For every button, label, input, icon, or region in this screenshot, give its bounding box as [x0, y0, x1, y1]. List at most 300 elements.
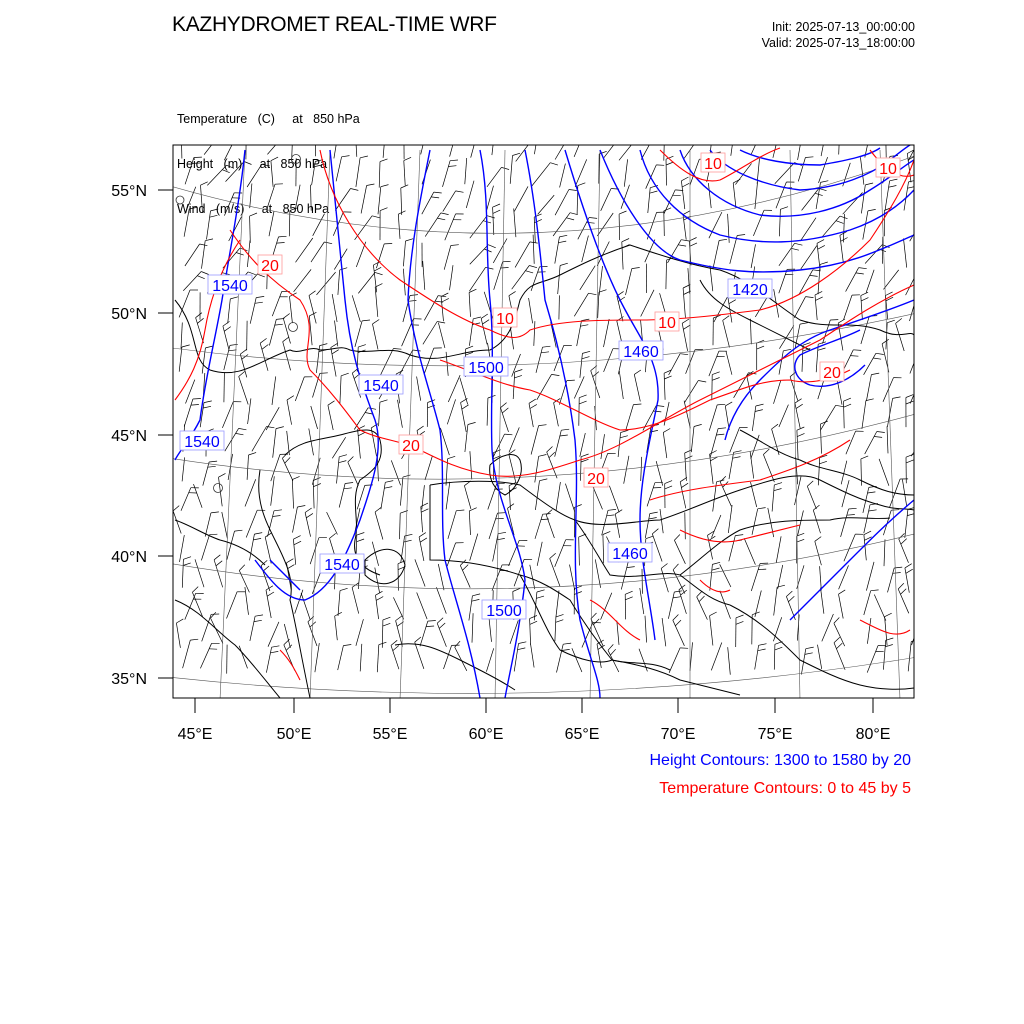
wind-barb-feather — [183, 557, 191, 560]
wind-barb-feather — [200, 244, 208, 246]
wind-barb — [816, 182, 820, 209]
wind-barb-feather — [442, 298, 449, 302]
wind-barb-feather — [865, 183, 873, 185]
wind-barb-feather — [821, 181, 829, 183]
wind-barb-feather — [683, 211, 690, 215]
temperature-contour-label: 10 — [704, 156, 722, 173]
wind-barb — [182, 559, 183, 587]
wind-barb — [773, 135, 779, 158]
wind-barb — [377, 645, 379, 673]
wind-barb-feather — [873, 358, 881, 359]
wind-barb — [751, 564, 760, 592]
lat-label: 55°N — [111, 183, 147, 200]
wind-barb-feather — [625, 597, 633, 600]
wind-barb-feather — [249, 453, 257, 456]
wind-barb-feather — [543, 346, 551, 347]
wind-barb-feather — [886, 292, 893, 296]
wind-barb-feather — [777, 139, 785, 140]
wind-barb — [448, 511, 456, 539]
wind-barb — [899, 539, 909, 563]
wind-barb — [510, 156, 512, 184]
wind-barb-feather — [410, 295, 418, 296]
wind-barb-feather — [690, 243, 697, 246]
wind-barb-feather — [885, 645, 893, 647]
wind-barb — [391, 460, 400, 485]
wind-barb — [846, 268, 859, 292]
wind-barb-feather — [533, 139, 541, 141]
wind-barb-feather — [244, 162, 251, 165]
wind-barb — [246, 510, 257, 537]
wind-barb — [398, 214, 400, 239]
wind-barb — [580, 266, 595, 290]
wind-barb — [555, 617, 556, 641]
wind-barb — [574, 376, 584, 398]
wind-barb-feather — [539, 425, 547, 426]
wind-barb — [867, 646, 878, 673]
wind-barb — [425, 213, 441, 237]
wind-barb — [685, 512, 686, 539]
wind-barb-feather — [817, 240, 824, 244]
wind-barb-feather — [193, 399, 201, 400]
wind-barb — [443, 161, 451, 187]
wind-barb-feather — [508, 504, 515, 509]
wind-barb — [864, 353, 876, 375]
wind-barb — [904, 238, 907, 267]
wind-barb-feather — [816, 297, 823, 301]
wind-barb-feather — [210, 215, 218, 217]
wind-barb-feather — [419, 533, 426, 537]
wind-barb — [572, 648, 582, 672]
wind-barb-feather — [345, 483, 353, 484]
wind-barb — [683, 215, 686, 240]
wind-barb-feather — [649, 518, 657, 520]
wind-barb — [207, 165, 226, 185]
wind-barb-feather — [493, 204, 500, 207]
wind-barb-feather — [920, 138, 928, 139]
wind-barb-feather — [338, 132, 346, 134]
wind-barb — [179, 347, 182, 372]
wind-barb-feather — [815, 291, 822, 295]
wind-barb — [339, 484, 345, 508]
wind-barb — [744, 538, 755, 564]
wind-barb-feather — [272, 646, 280, 647]
wind-barb-feather — [632, 268, 640, 269]
wind-barb — [335, 616, 338, 640]
wind-barb-feather — [255, 615, 263, 616]
wind-barb-feather — [196, 313, 202, 318]
wind-barb-feather — [448, 166, 456, 167]
height-contour-label: 1500 — [486, 603, 522, 620]
wind-barb — [779, 405, 789, 427]
wind-barb — [864, 591, 871, 615]
wind-barb-feather — [204, 401, 212, 403]
wind-barb-feather — [332, 350, 339, 354]
wind-barb — [376, 244, 384, 268]
wind-barb-feather — [293, 536, 300, 540]
wind-barb — [204, 133, 221, 155]
wind-barb — [862, 401, 866, 429]
wind-barb-feather — [906, 460, 913, 463]
wind-barb — [834, 623, 845, 646]
wind-barb-feather — [689, 238, 696, 241]
wind-barb — [438, 323, 445, 348]
wind-barb — [660, 509, 663, 533]
wind-barb — [884, 270, 899, 290]
wind-barb-feather — [836, 405, 844, 406]
wind-barb-feather — [380, 159, 388, 162]
wind-barb-feather — [734, 451, 742, 453]
wind-barb-feather — [246, 129, 254, 132]
wind-barb — [375, 512, 383, 540]
wind-barb-feather — [189, 207, 197, 209]
wind-barb — [315, 643, 319, 672]
wind-barb-feather — [775, 647, 783, 650]
wind-barb — [295, 377, 304, 401]
wind-barb-feather — [559, 235, 567, 237]
wind-barb — [224, 373, 225, 403]
wind-barb-feather — [733, 457, 741, 459]
wind-barb — [818, 645, 822, 669]
wind-barb — [861, 296, 863, 320]
wind-barb-feather — [889, 186, 897, 188]
wind-barb-feather — [539, 455, 547, 457]
wind-barb — [530, 619, 531, 645]
lon-label: 75°E — [757, 726, 793, 743]
wind-barb-feather — [664, 208, 671, 211]
wind-barb — [245, 587, 249, 615]
wind-barb — [223, 326, 229, 349]
wind-barb — [887, 426, 888, 453]
wind-barb-feather — [343, 645, 351, 646]
temperature-contour-label: 20 — [823, 365, 841, 382]
wind-barb — [604, 136, 621, 158]
wind-barb-feather — [351, 189, 359, 191]
wind-barb — [818, 458, 819, 486]
wind-barb — [222, 512, 228, 539]
lon-label: 60°E — [468, 726, 504, 743]
wind-barb-feather — [320, 373, 328, 374]
wind-barb-feather — [413, 350, 421, 351]
wind-barb — [626, 405, 634, 430]
wind-barb — [176, 623, 180, 648]
wind-barb — [327, 512, 338, 534]
wind-barb-feather — [850, 356, 858, 357]
wind-barb-feather — [211, 612, 216, 618]
wind-barb — [843, 214, 844, 243]
wind-barb-feather — [236, 253, 244, 256]
lat-label: 40°N — [111, 549, 147, 566]
wind-barb — [885, 181, 890, 210]
wind-barb-feather — [540, 479, 548, 481]
wind-barb-feather — [859, 268, 867, 269]
wind-barb-feather — [519, 642, 527, 644]
wind-barb — [800, 218, 816, 241]
wind-barb-feather — [655, 482, 663, 483]
wind-barb — [815, 541, 822, 565]
wind-barb-feather — [313, 484, 320, 487]
wind-barb — [604, 349, 613, 372]
wind-barb-feather — [885, 613, 892, 617]
wind-barb-feather — [681, 240, 689, 241]
wind-barb-feather — [404, 540, 412, 542]
wind-barb — [546, 515, 554, 538]
wind-barb — [487, 167, 501, 186]
wind-barb — [619, 214, 620, 240]
wind-barb — [801, 246, 817, 270]
wind-barb — [181, 133, 182, 159]
wind-barb-feather — [182, 345, 190, 347]
wind-barb-feather — [472, 594, 480, 596]
wind-barb-feather — [375, 507, 381, 512]
wind-barb — [912, 622, 920, 645]
wind-barb — [555, 190, 569, 216]
wind-barb — [840, 235, 843, 262]
wind-barb-feather — [807, 481, 813, 486]
wind-barb — [469, 596, 473, 621]
wind-barb-feather — [840, 216, 848, 219]
wind-barb — [415, 559, 425, 586]
wind-barb-feather — [634, 370, 641, 374]
wind-barb — [639, 649, 647, 672]
wind-barb-feather — [579, 395, 586, 398]
wind-barb-feather — [481, 314, 488, 318]
wind-barb-feather — [853, 350, 861, 351]
wind-barb-feather — [552, 374, 560, 375]
wind-barb — [560, 164, 566, 188]
wind-barb — [422, 192, 434, 214]
height-contour-label: 1540 — [363, 378, 399, 395]
wind-barb-feather — [357, 539, 365, 542]
wind-barb-feather — [791, 248, 799, 250]
wind-barb-feather — [758, 649, 766, 651]
wind-barb-feather — [664, 376, 671, 379]
wind-barb — [312, 161, 316, 185]
wind-barb — [489, 513, 498, 539]
wind-barb — [674, 540, 685, 564]
wind-barb-feather — [655, 135, 663, 136]
temperature-contour-label: 10 — [496, 311, 514, 328]
wind-barb-feather — [260, 338, 266, 343]
wind-barb-feather — [901, 589, 907, 595]
wind-barb-feather — [451, 245, 459, 246]
wind-barb — [282, 458, 293, 480]
wind-barb-feather — [673, 564, 678, 570]
wind-barb-feather — [608, 644, 613, 650]
wind-barb — [688, 268, 690, 294]
wind-barb — [773, 617, 781, 641]
wind-barb — [861, 316, 869, 344]
wind-barb-feather — [665, 481, 672, 484]
wind-barb — [271, 161, 273, 187]
wind-barb — [730, 236, 737, 264]
wind-barb-feather — [316, 124, 324, 127]
wind-barb — [332, 437, 345, 458]
wind-barb — [493, 207, 494, 235]
wind-barb — [437, 623, 446, 647]
wind-barb-feather — [562, 649, 570, 650]
wind-barb-feather — [818, 245, 825, 249]
init-time: Init: 2025-07-13_00:00:00 — [771, 20, 915, 34]
wind-barb-feather — [737, 235, 745, 236]
wind-barb — [778, 565, 783, 589]
wind-barb-feather — [262, 164, 270, 166]
wind-barb-feather — [396, 616, 402, 621]
wind-barb — [615, 514, 619, 538]
wind-barb-feather — [633, 404, 641, 405]
wind-barb — [580, 353, 583, 377]
wind-barb — [335, 321, 338, 347]
wind-barb — [185, 158, 194, 185]
wind-barb — [283, 342, 291, 371]
temperature-contour-label: 20 — [402, 438, 420, 455]
wind-barb — [819, 157, 828, 183]
wind-barb-feather — [380, 208, 387, 211]
height-legend: Height Contours: 1300 to 1580 by 20 — [649, 752, 911, 769]
wind-barb-feather — [594, 619, 600, 625]
wind-barb — [227, 592, 238, 619]
wind-barb — [399, 350, 413, 376]
wind-barb — [794, 297, 805, 318]
wind-barb-feather — [501, 268, 509, 269]
wind-barb-feather — [486, 267, 494, 269]
height-contour-label: 1540 — [184, 434, 220, 451]
wind-barb — [910, 217, 924, 241]
wind-barb-feather — [774, 483, 782, 485]
wind-barb-feather — [431, 197, 439, 198]
wind-barb-feather — [367, 184, 375, 186]
wind-barb — [580, 433, 586, 457]
height-contours — [175, 145, 914, 698]
wind-barb-feather — [457, 130, 465, 131]
wind-barb — [726, 351, 732, 375]
wind-barb-feather — [589, 218, 597, 219]
height-contour-label: 1460 — [612, 546, 648, 563]
wind-barb — [296, 238, 313, 262]
wind-barb-feather — [819, 461, 827, 464]
wind-barb-feather — [712, 568, 720, 570]
wind-barb-feather — [191, 405, 199, 406]
wind-barb — [864, 535, 866, 561]
wind-barb-feather — [891, 510, 899, 511]
wind-barb-feather — [882, 339, 889, 344]
wind-barb-feather — [815, 537, 821, 542]
wind-barb — [222, 402, 233, 428]
wind-barb-feather — [718, 428, 726, 429]
wind-barb-feather — [406, 239, 414, 241]
wind-barb — [292, 480, 293, 509]
wind-barb — [404, 161, 405, 186]
wind-barb-feather — [509, 291, 516, 295]
wind-barb — [181, 323, 182, 349]
height-contour-label: 1540 — [324, 557, 360, 574]
wind-barb-feather — [911, 640, 919, 642]
wind-barb — [666, 159, 667, 185]
wind-barb — [269, 211, 274, 236]
wind-barb — [337, 457, 340, 484]
wind-barb — [532, 163, 551, 186]
wind-barb — [776, 536, 781, 563]
wind-barb-feather — [255, 302, 263, 303]
wind-barb — [565, 484, 574, 512]
wind-barb-feather — [328, 401, 335, 405]
wind-barb-feather — [661, 564, 667, 569]
wind-barb-feather — [375, 272, 383, 274]
wind-barb-feather — [856, 273, 864, 274]
wind-barb — [729, 452, 734, 479]
wind-barb-feather — [190, 639, 198, 640]
wind-barb — [421, 127, 428, 154]
wind-barb-feather — [673, 195, 681, 196]
wind-barb — [685, 381, 699, 403]
wind-barb-feather — [372, 216, 380, 218]
wind-barb-feather — [566, 218, 574, 220]
wind-barb-feather — [678, 245, 686, 246]
wind-barb-feather — [725, 402, 732, 406]
wind-barb-feather — [197, 276, 204, 279]
wind-barb-feather — [797, 427, 804, 430]
wind-barb — [883, 510, 891, 535]
wind-barb — [624, 159, 627, 186]
wind-barb-feather — [176, 619, 183, 623]
wind-barb-feather — [579, 401, 587, 404]
wind-barb-feather — [621, 430, 629, 432]
wind-barb — [247, 455, 248, 480]
wind-barb-feather — [716, 434, 724, 435]
wind-barb-feather — [236, 433, 244, 434]
wind-barb — [398, 400, 403, 428]
wind-barb-feather — [439, 623, 445, 628]
wind-barb — [514, 209, 516, 238]
wind-barb-feather — [344, 488, 352, 489]
wind-barb-feather — [608, 509, 616, 510]
wind-barb-feather — [383, 623, 391, 626]
wind-barb-feather — [869, 510, 877, 511]
wind-barb-feather — [201, 272, 209, 275]
wind-barb-feather — [498, 532, 506, 533]
wind-barb-feather — [697, 591, 703, 597]
wind-barb — [183, 272, 201, 291]
wind-barb-feather — [666, 162, 673, 165]
wind-barb — [647, 483, 655, 507]
wind-barb — [866, 270, 874, 293]
wind-barb-feather — [183, 563, 191, 566]
wind-barb-feather — [339, 455, 347, 457]
wind-barb — [534, 217, 535, 242]
wind-barb-feather — [802, 136, 810, 138]
wind-barb — [464, 486, 471, 509]
wind-barb-feather — [582, 357, 590, 359]
wind-barb — [180, 535, 185, 562]
wind-barb — [424, 296, 438, 321]
wind-barb-feather — [277, 243, 285, 244]
wind-barb-feather — [530, 404, 537, 408]
wind-barb-feather — [563, 643, 571, 644]
wind-barb-feather — [283, 314, 289, 319]
wind-barb-feather — [374, 267, 381, 271]
wind-barb — [883, 640, 885, 669]
wind-barb — [683, 288, 685, 318]
wind-barb — [311, 185, 312, 211]
latitude-axis — [158, 190, 173, 678]
wind-barb-feather — [330, 533, 336, 538]
wind-barb-feather — [679, 585, 685, 590]
wind-barb-feather — [650, 512, 658, 514]
wind-barb — [697, 597, 708, 620]
wind-barb — [516, 139, 533, 162]
wind-barb-feather — [385, 128, 393, 130]
wind-barb-feather — [871, 373, 879, 375]
wind-barb-feather — [530, 616, 537, 619]
